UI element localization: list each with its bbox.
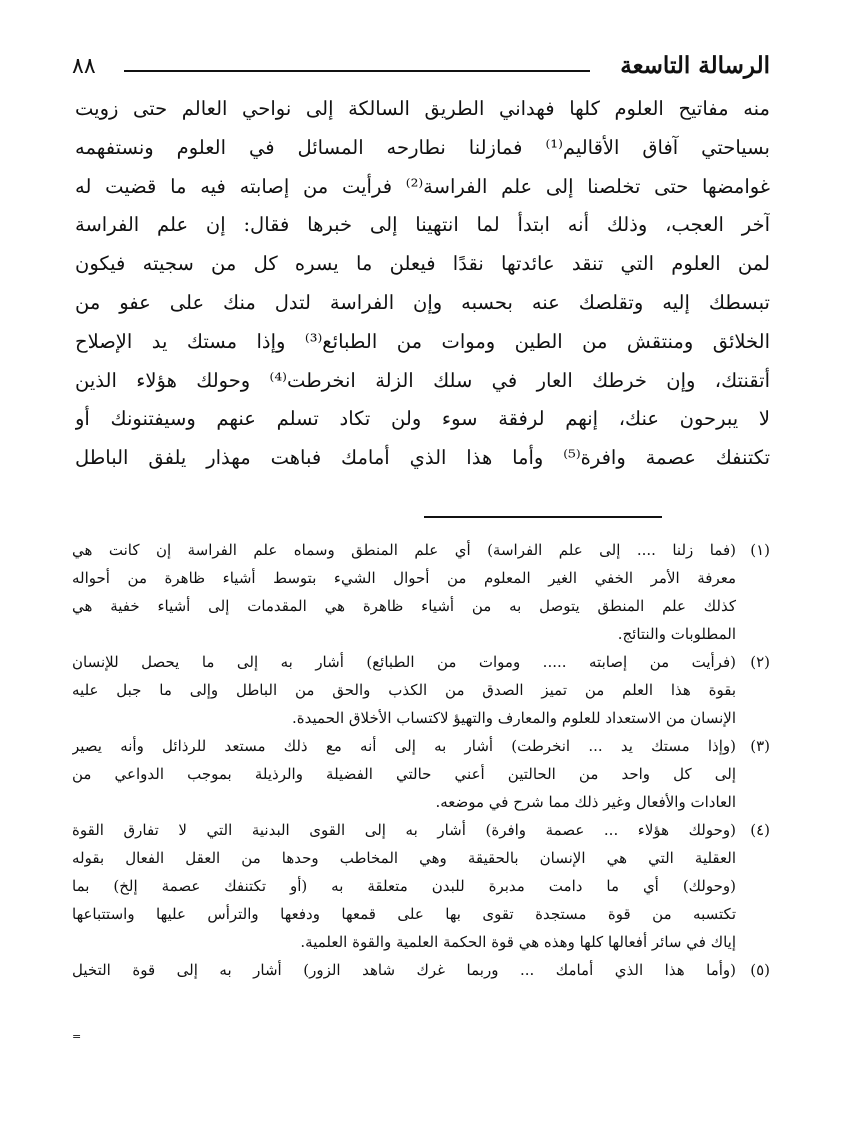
body-line: غوامضها حتى تخلصنا إلى علم الفراسة⁽²⁾ فرأيت من إصابته فيه ما قضيت له (75, 174, 770, 198)
footnote-4 (72, 816, 770, 956)
footnote-number: (٢) (750, 653, 770, 671)
body-line: لا يبرحون عنك، إنهم لرفقة سوء ولن تكاد تسلم عنهم وسيفتنونك أو (75, 407, 770, 431)
running-title: الرسالة التاسعة (620, 52, 770, 79)
footnote-line: (وأما هذا الذي أمامك ... وربما غرك شاهد الزور) أشار به إلى قوة التخيل (72, 961, 736, 979)
footnote-line: بقوة هذا العلم من تميز الصدق من الكذب والحق من الباطل وإلى ما جبل عليه (72, 681, 736, 699)
footnote-line: الإنسان من الاستعداد للعلوم والمعارف والتهيؤ لاكتساب الأخلاق الحميدة. (292, 709, 736, 727)
footnote-separator (424, 516, 662, 518)
footnote-number: (٥) (750, 961, 770, 979)
body-line: بسياحتي آفاق الأقاليم⁽¹⁾ فمازلنا نطارحه المسائل في العلوم ونستفهمه (75, 135, 770, 159)
header-rule (124, 70, 590, 72)
footnote-line: (وإذا مستك يد ... انخرطت) أشار به إلى أنه مع ذلك مستعد للرذائل وأنه يصير (72, 737, 736, 755)
running-header (72, 50, 770, 90)
body-line: أتقنتك، وإن خرطك العار في سلك الزلة انخرطت⁽⁴⁾ وحولك هؤلاء الذين (75, 368, 770, 392)
body-line: تكتنفك عصمة وافرة⁽⁵⁾ وأما هذا الذي أمامك فباهت مهذار يلفق الباطل (75, 446, 770, 470)
body-line: منه مفاتيح العلوم كلها فهداني الطريق السالكة إلى نواحي العالم حتى زويت (75, 97, 770, 120)
footnote-line: كذلك علم المنطق يتوصل به من أشياء ظاهرة هي المقدمات إلى أشياء خفية هي (72, 597, 736, 615)
footnote-line: العقلية التي هي الإنسان بالحقيقة وهي المخاطب وحدها من العقل الفعال بقوله (72, 849, 736, 867)
footnote-number: (٤) (750, 821, 770, 839)
footnote-2 (72, 648, 770, 732)
body-line: لمن العلوم التي تنقد عائدتها نقدًا فيعلن ما يسره كل من سجيته فيكون (75, 252, 770, 276)
body-line: تبسطك إليه وتقلصك عنه بحسبه وإن الفراسة لتدل منك على عفو من (75, 290, 770, 314)
footnote-line: (وحولك) أي ما دامت مدبرة للبدن متعلقة به (أو تكتنفك عصمة إلخ) بما (72, 877, 736, 895)
footnote-3 (72, 732, 770, 816)
page-number: ٨٨ (72, 54, 96, 79)
footnote-line: (فما زلنا .... إلى علم الفراسة) أي علم المنطق وسماه علم الفراسة إن كانت هي (72, 541, 736, 559)
footnote-number: (٣) (750, 737, 770, 755)
footnote-line: تكتسبه من قوة مستجدة تقوى بها على قمعها ودفعها والترأس عليها واستتباعها (72, 905, 736, 923)
footnote-line: المطلوبات والنتائج. (617, 625, 736, 643)
footnote-line: إلى كل واحد من الحالتين أعني حالتي الفضيلة والرذيلة بموجب الدواعي من (72, 765, 736, 783)
footnotes (72, 536, 770, 984)
body-line: آخر العجب، وذلك أنه ابتدأ لما انتهينا إلى خبرها فقال: إن علم الفراسة (75, 213, 770, 237)
footnote-5 (72, 956, 770, 984)
footnote-line: العادات والأفعال وغير ذلك مما شرح في موضعه. (435, 793, 736, 811)
footnote-line: إياك في سائر أفعالها كلها وهذه هي قوة الحكمة العلمية والقوة العلمية. (300, 933, 736, 951)
footnote-1 (72, 536, 770, 648)
footnote-continuation-mark: = (72, 1030, 82, 1043)
footnote-line: معرفة الأمر الخفي الغير المعلوم من أحوال الشيء بتوسط أشياء ظاهرة من أحواله (72, 569, 736, 587)
footnote-line: (وحولك هؤلاء ... عصمة وافرة) أشار به إلى القوى البدنية التي لا تفارق القوة (72, 821, 736, 839)
footnote-line: (فرأيت من إصابته ..... وموات من الطبائع) أشار به إلى ما يحصل للإنسان (72, 653, 736, 671)
footnote-number: (١) (750, 541, 770, 559)
main-text (75, 90, 770, 478)
body-line: الخلائق ومنتقش من الطين وموات من الطبائع⁽³⁾ وإذا مستك يد الإصلاح (75, 329, 770, 353)
